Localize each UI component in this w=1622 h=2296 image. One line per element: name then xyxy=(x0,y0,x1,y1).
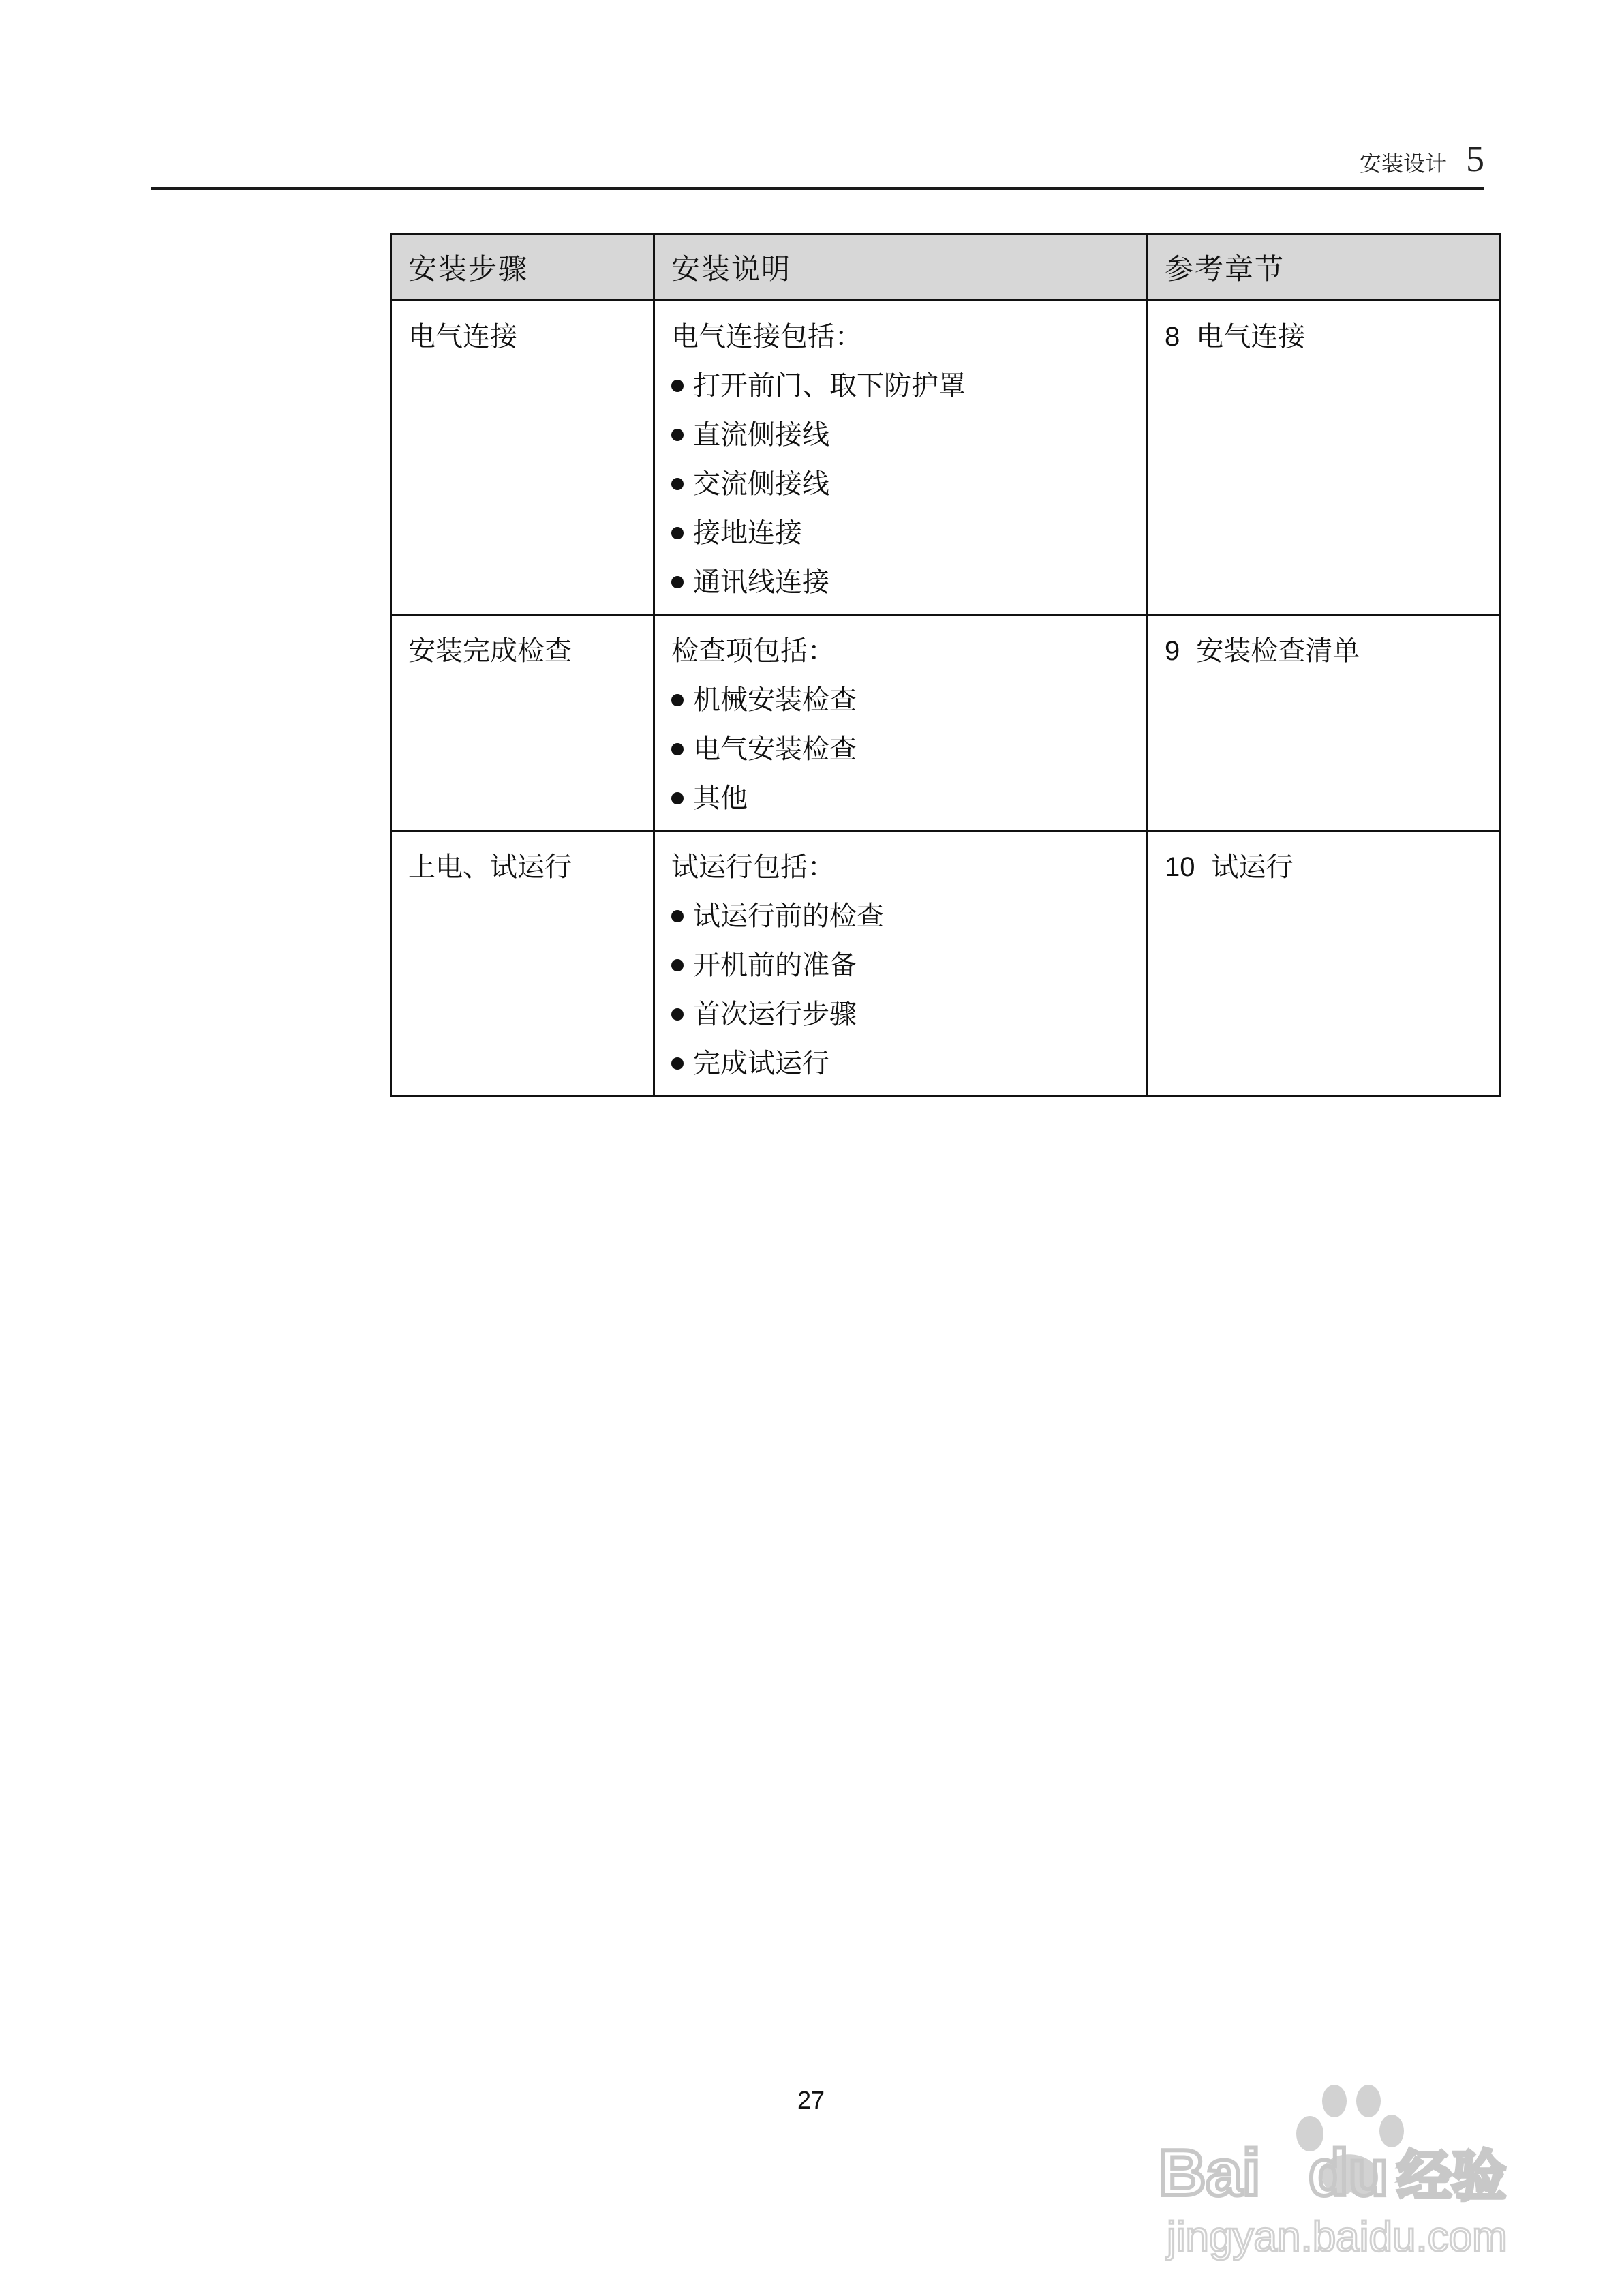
reference-cell xyxy=(1148,615,1501,831)
watermark-brand-du: du xyxy=(1309,2136,1389,2209)
reference-chapter-number: 8 xyxy=(1165,322,1180,352)
list-item xyxy=(671,941,1130,990)
list-item-text: 打开前门、取下防护罩 xyxy=(693,370,966,402)
list-item xyxy=(671,676,1130,725)
list-item-text: 交流侧接线 xyxy=(693,468,829,500)
installation-steps-table xyxy=(390,233,1501,1097)
list-item xyxy=(671,892,1130,941)
reference-chapter-number: 9 xyxy=(1165,636,1180,666)
list-item-text: 首次运行步骤 xyxy=(693,999,857,1030)
header-text xyxy=(1360,138,1484,180)
list-item xyxy=(671,1039,1130,1088)
step-cell xyxy=(391,301,654,615)
chapter-number: 5 xyxy=(1466,138,1484,179)
list-item-text: 开机前的准备 xyxy=(693,950,857,981)
list-item-text: 试运行前的检查 xyxy=(693,901,884,932)
bullet-list xyxy=(671,892,1130,1088)
step-name: 安装完成检查 xyxy=(408,635,572,667)
list-item xyxy=(671,774,1130,823)
column-header-description: 安装说明 xyxy=(654,235,1148,301)
list-item-text: 通讯线连接 xyxy=(693,567,829,598)
column-header-step: 安装步骤 xyxy=(391,235,654,301)
list-item-text: 直流侧接线 xyxy=(693,419,829,451)
watermark-url: jingyan.baidu.com xyxy=(1167,2214,1508,2261)
bullet-icon xyxy=(671,959,684,971)
list-item-text: 完成试运行 xyxy=(693,1048,829,1079)
bullet-icon xyxy=(671,694,684,706)
reference-cell xyxy=(1148,301,1501,615)
table-row xyxy=(391,615,1501,831)
list-item xyxy=(671,459,1130,509)
bullet-icon xyxy=(671,380,684,392)
list-item xyxy=(671,725,1130,774)
table-row xyxy=(391,831,1501,1096)
bullet-icon xyxy=(671,576,684,588)
bullet-icon xyxy=(671,478,684,490)
description-intro: 电气连接包括： xyxy=(671,321,862,352)
description-cell xyxy=(654,301,1148,615)
table-row xyxy=(391,301,1501,615)
bullet-icon xyxy=(671,1008,684,1021)
list-item-text: 其他 xyxy=(693,783,748,814)
page-number: 27 xyxy=(797,2086,825,2114)
reference-cell xyxy=(1148,831,1501,1096)
list-item xyxy=(671,990,1130,1039)
page-header xyxy=(151,131,1484,190)
bullet-list xyxy=(671,676,1130,823)
description-cell xyxy=(654,831,1148,1096)
reference-chapter-title: 安装检查清单 xyxy=(1196,635,1360,667)
list-item xyxy=(671,509,1130,558)
list-item xyxy=(671,558,1130,607)
baidu-jingyan-watermark xyxy=(1152,2059,1533,2263)
bullet-icon xyxy=(671,1057,684,1070)
section-name: 安装设计 xyxy=(1359,151,1447,177)
list-item xyxy=(671,361,1130,410)
column-header-reference: 参考章节 xyxy=(1148,235,1501,301)
list-item-text: 接地连接 xyxy=(693,517,802,549)
description-cell xyxy=(654,615,1148,831)
list-item-text: 机械安装检查 xyxy=(693,684,857,716)
step-cell xyxy=(391,831,654,1096)
description-intro: 检查项包括： xyxy=(671,635,835,667)
list-item xyxy=(671,410,1130,459)
watermark-label: 经验 xyxy=(1397,2145,1506,2208)
description-intro: 试运行包括： xyxy=(671,851,835,883)
header-rule xyxy=(151,187,1484,190)
reference-chapter-title: 试运行 xyxy=(1211,851,1294,883)
table-header-row xyxy=(391,235,1501,301)
bullet-icon xyxy=(671,527,684,539)
bullet-icon xyxy=(671,910,684,922)
bullet-icon xyxy=(671,429,684,441)
step-name: 上电、试运行 xyxy=(408,851,572,883)
step-name: 电气连接 xyxy=(408,321,517,352)
step-cell xyxy=(391,615,654,831)
list-item-text: 电气安装检查 xyxy=(693,734,857,765)
bullet-icon xyxy=(671,792,684,804)
reference-chapter-number: 10 xyxy=(1165,852,1195,882)
watermark-brand: Bai xyxy=(1159,2136,1261,2209)
bullet-icon xyxy=(671,743,684,755)
reference-chapter-title: 电气连接 xyxy=(1196,321,1306,352)
bullet-list xyxy=(671,361,1130,607)
